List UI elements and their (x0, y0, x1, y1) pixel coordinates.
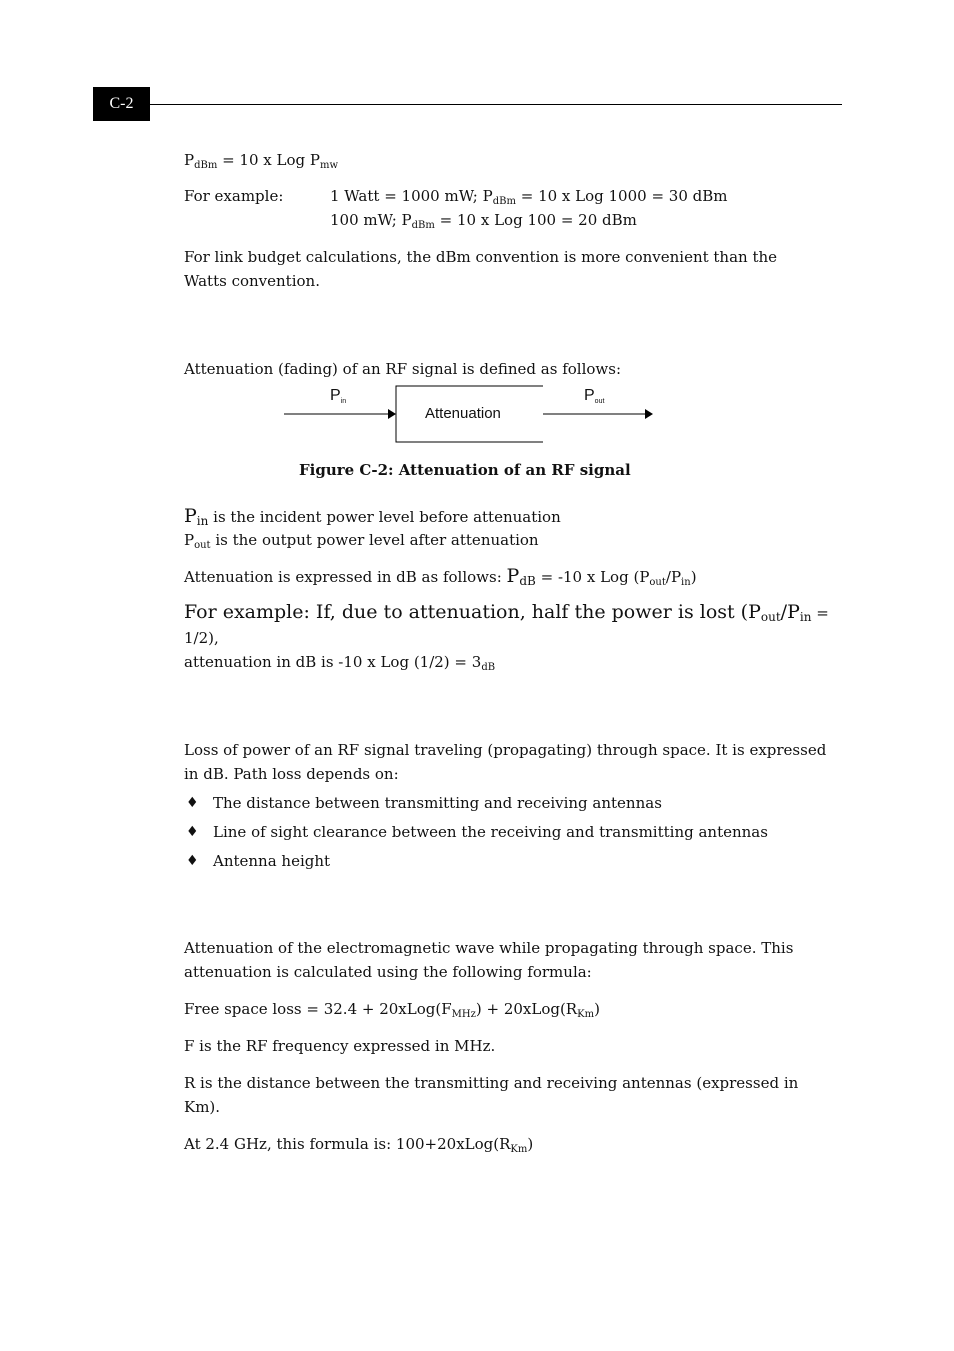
diagram-pout-label: $P_{out}$ (584, 387, 605, 405)
dbm-note-line-1: For link budget calculations, the dBm convention is more convenient than the (184, 248, 778, 266)
attenuation-intro: Attenuation (fading) of an RF signal is defined as follows: (184, 360, 621, 378)
path-loss-item: Line of sight clearance between the receiving and transmitting antennas (213, 823, 768, 841)
example-2: 100 mW; $P_{dBm} = 10$ x Log 100 = 20 dBm (330, 211, 637, 231)
path-loss-item: Antenna height (213, 852, 331, 870)
input-arrowhead (388, 409, 396, 419)
attenuation-example-line-1: For example: If, due to attenuation, half the power is lost ($P_{out}/P_{in}$ = (184, 601, 829, 624)
path-loss-item: The distance between transmitting and receiving antennas (213, 794, 662, 812)
page-number: C-2 (109, 95, 134, 112)
r-definition-line-1: R is the distance between the transmitting and receiving antennas (expressed in (184, 1074, 799, 1092)
attenuation-expression: Attenuation is expressed in dB as follows: $P_{dB} = -10$ x Log $(P_{out}/P_{in})$ (184, 565, 697, 588)
example-label: For example: (184, 187, 284, 205)
free-space-line-1: Attenuation of the electromagnetic wave while propagating through space. This (184, 939, 794, 957)
header-rule (150, 104, 842, 105)
path-loss-line-1: Loss of power of an RF signal traveling (propagating) through space. It is expressed (184, 741, 827, 759)
bullet-icon: ♦ (186, 853, 199, 869)
diagram-box-label: Attenuation (425, 405, 501, 422)
free-space-line-2: attenuation is calculated using the following formula: (184, 963, 592, 981)
page-number-tag (93, 87, 150, 121)
diagram-pin-label: $P_{in}$ (330, 387, 347, 405)
pin-definition: $P_{in}$ is the incident power level before attenuation (184, 505, 561, 528)
ghz-formula: At 2.4 GHz, this formula is: $100+20xLog(R_{Km})$ (184, 1135, 534, 1155)
output-arrowhead (645, 409, 653, 419)
dbm-note-line-2: Watts convention. (184, 272, 320, 290)
dbm-formula: $P_{dBm} = 10$ x Log $P_{mw}$ (184, 151, 339, 171)
bullet-icon: ♦ (186, 824, 199, 840)
attenuation-example-line-2: 1/2), (184, 629, 219, 647)
f-definition: F is the RF frequency expressed in MHz. (184, 1037, 496, 1055)
example-1: 1 Watt = 1000 mW; $P_{dBm} = 10$ x Log 1000 = 30 dBm (330, 187, 728, 207)
path-loss-line-2: in dB. Path loss depends on: (184, 765, 399, 783)
attenuation-example-line-3: attenuation in dB is -10 x Log $(1/2) = 3_{dB}$ (184, 653, 496, 673)
figure-caption: Figure C-2: Attenuation of an RF signal (299, 461, 631, 479)
bullet-icon: ♦ (186, 795, 199, 811)
r-definition-line-2: Km). (184, 1098, 221, 1116)
free-space-formula: Free space loss = $32.4 + 20xLog(F_{MHz})$ + $20xLog(R_{Km})$ (184, 1000, 600, 1020)
pout-definition: $P_{out}$ is the output power level after attenuation (184, 531, 539, 551)
